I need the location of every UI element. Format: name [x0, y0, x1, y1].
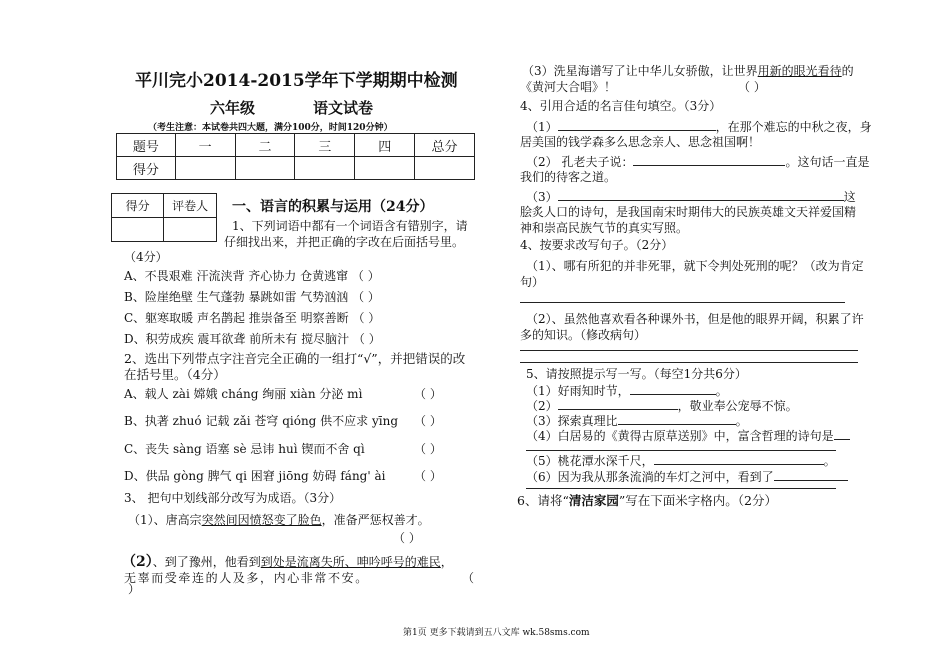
- subject-label: 语文试卷: [313, 99, 374, 117]
- q4-title: 4、引用合适的名言佳句填空。（3分）: [520, 99, 722, 113]
- score-cell[interactable]: [415, 157, 475, 180]
- q6-item-3: （3）探索真理比 。: [526, 414, 748, 428]
- section1-heading: 一、语言的积累与运用（24分）: [232, 199, 434, 215]
- q1-option-b: B、险崖绝壁 生气蓬勃 暴跳如雷 气势汹汹 （ ）: [124, 290, 380, 304]
- q3-3-paren: （ ）: [738, 80, 766, 94]
- grader-score-cell[interactable]: [112, 218, 164, 242]
- q4-1-text-line2: 居美国的钱学森多么思念亲人、思念祖国啊！: [520, 135, 761, 149]
- q2-text-line1: 2、选出下列带点字注音完全正确的一组打“√”，并把错误的改: [124, 351, 466, 366]
- q6-item-2: （2） ，敬业奉公宠辱不惊。: [526, 399, 798, 413]
- score-table: [116, 133, 475, 180]
- q1-option-d: D、积劳成疾 震耳欲聋 前所未有 搅尽脑汁 （ ）: [124, 332, 381, 346]
- q3-3-text-line2: 《黄河大合唱》！: [520, 80, 617, 94]
- score-header-cell: 三: [295, 134, 355, 157]
- score-header-cell: 题号: [117, 134, 176, 157]
- q4-3-text-line2: 脍炙人口的诗句，是我国南宋时期伟大的民族英雄文天祥爱国精: [520, 205, 857, 219]
- q3-3-text: （3）洗星海谱写了让中华儿女骄傲，让世界用新的眼光看待的: [522, 64, 854, 78]
- score-header-cell: 二: [235, 134, 295, 157]
- score-header-cell: 一: [175, 134, 235, 157]
- q1-points: （4分）: [124, 250, 168, 264]
- grader-name-cell[interactable]: [164, 218, 217, 242]
- q3-1-paren: （ ）: [393, 531, 421, 545]
- answer-line[interactable]: [526, 488, 836, 489]
- page-footer: 第1页 更多下载请到五八文库 wk.58sms.com: [403, 628, 590, 638]
- q4-3-text: （3） 这: [526, 190, 856, 204]
- score-header-cell: 总分: [415, 134, 475, 157]
- q3-2-text: （2）、到了豫州，他看到到处是流离失所、呻吟呼号的难民，: [122, 554, 453, 570]
- q1-text-line2: 仔细找出来，并把正确的字改在后面括号里。: [224, 235, 465, 249]
- q5-title: 4、按要求改写句子。（2分）: [520, 238, 674, 252]
- answer-line[interactable]: [520, 302, 845, 303]
- score-cell[interactable]: [295, 157, 355, 180]
- answer-line[interactable]: [526, 450, 836, 451]
- q5-1-text-line2: 句）: [520, 275, 545, 289]
- score-cell[interactable]: [235, 157, 295, 180]
- grader-table: [111, 193, 217, 242]
- q2-answer-paren: （ ）: [414, 442, 442, 456]
- q6-item-5: （5）桃花潭水深千尺， 。: [526, 454, 836, 468]
- q2-answer-paren: （ ）: [414, 414, 442, 428]
- q2-text-line2: 在括号里。（4分）: [124, 367, 226, 382]
- grader-name-label: 评卷人: [164, 194, 217, 218]
- q3-1-text: （1）、唐高宗突然间因愤怒变了脸色，准备严惩权善才。: [128, 513, 430, 527]
- answer-line[interactable]: [520, 350, 858, 351]
- q2-answer-paren: （ ）: [414, 469, 442, 483]
- grade-label: 六年级: [210, 99, 256, 117]
- q1-option-c: C、躯寒取暖 声名鹊起 推崇备至 明察善断 （ ）: [124, 311, 381, 325]
- q4-2-text: （2） 孔老夫子说： 。这句话一直是: [526, 155, 870, 169]
- q3-2-paren-open: （: [462, 571, 475, 585]
- q2-option-d: D、供品 gòng 脾气 qi 困窘 jiōng 妨碍 fáng' ài: [124, 469, 386, 483]
- score-cell[interactable]: [175, 157, 235, 180]
- q3-2-text-line2: 无辜而受牵连的人及多，内心非常不安。: [124, 571, 369, 585]
- q7-text: 6、请将“清洁家园”写在下面米字格内。（2分）: [517, 493, 777, 508]
- q5-2-text-line1: （2）、虽然他喜欢看各种课外书，但是他的眼界开阔，积累了许: [526, 312, 864, 326]
- answer-line[interactable]: [520, 362, 858, 363]
- q3-2-paren-close: ）: [128, 582, 141, 596]
- exam-notice: （考生注意：本试卷共四大题，满分100分，时间120分钟）: [148, 123, 393, 133]
- q3-title: 3、 把句中划线部分改写为成语。（3分）: [124, 491, 342, 505]
- q6-item-6: （6）因为我从那条流淌的车灯之河中，看到了: [526, 468, 848, 485]
- q4-1-text: （1） ，在那个难忘的中秋之夜，身: [526, 120, 872, 134]
- score-cell[interactable]: [355, 157, 415, 180]
- q1-text-line1: 1、下列词语中都有一个词语含有错别字，请: [232, 219, 468, 233]
- grader-score-label: 得分: [112, 194, 164, 218]
- q4-3-text-line3: 神和崇高民族气节的真实写照。: [520, 221, 689, 235]
- q2-option-a: A、载人 zài 嫦娥 cháng 绚丽 xiàn 分泌 mì: [124, 387, 363, 401]
- score-header-cell: 四: [355, 134, 415, 157]
- score-row-label: 得分: [117, 157, 176, 180]
- q5-1-text-line1: （1）、哪有所犯的并非死罪，就下令判处死刑的呢？（改为肯定: [526, 259, 864, 273]
- exam-title: 平川完小2014-2015学年下学期期中检测: [135, 71, 458, 91]
- q5-2-text-line2: 多的知识。（修改病句）: [520, 328, 647, 342]
- q2-answer-paren: （ ）: [414, 387, 442, 401]
- q6-title: 5、请按照提示写一写。（每空1分共6分）: [526, 367, 747, 381]
- q1-option-a: A、不畏艰难 汗流浃背 齐心协力 仓黄逃窜 （ ）: [124, 269, 380, 283]
- q4-2-text-line2: 我们的待客之道。: [520, 170, 617, 184]
- q6-item-4: （4）白居易的《黄得古原草送别》中，富含哲理的诗句是: [526, 427, 850, 444]
- q2-option-b: B、执著 zhuó 记载 zǎi 苍穹 qióng 供不应求 yīng: [124, 414, 399, 428]
- q6-item-1: （1）好雨知时节， 。: [526, 384, 728, 398]
- q2-option-c: C、丧失 sàng 语塞 sè 忌讳 huì 锲而不舍 qì: [124, 442, 365, 456]
